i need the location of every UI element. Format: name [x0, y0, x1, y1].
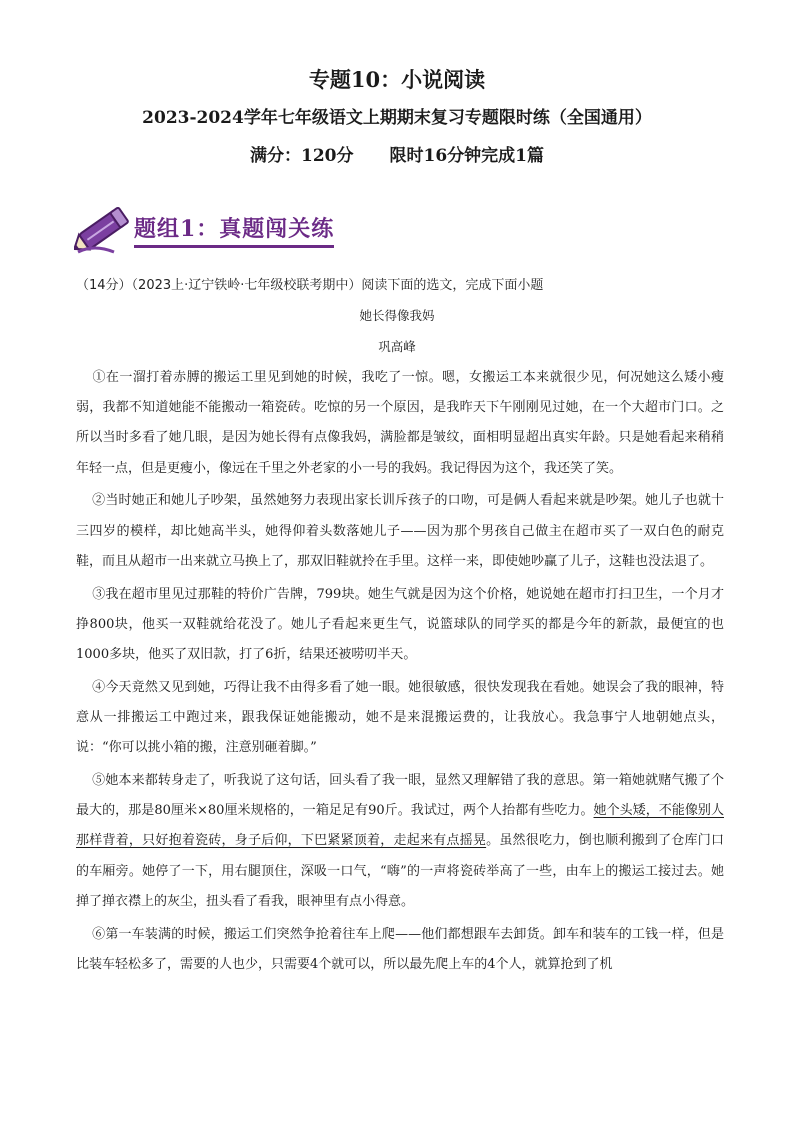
- group-label: 题组1：真题闯关练: [134, 212, 334, 248]
- pencil-icon: [74, 198, 138, 258]
- paragraph-5: ⑤她本来都转身走了，听我说了这句话，回头看了我一眼，显然又理解错了我的意思。第一箱她就赌气搬了个最大的，那是80厘米×80厘米规格的，一箱足足有90斤。我试过，两个人抬都有些吃力。她个头矮，不能像别人那样背着，只好抱着瓷砖，身子后仰，下巴紧紧顶着，走起来有点摇晃。虽然很吃力，倒也顺利搬到了仓库门口的车厢旁。她停了一下，用右腿顶住，深吸一口气，“嗨”的一声将瓷砖举高了一些，由车上的搬运工接过去。她掸了掸衣襟上的灰尘，扭头看了看我，眼神里有点小得意。: [76, 773, 724, 909]
- paragraph-3: ③我在超市里见过那鞋的特价广告牌，799块。她生气就是因为这个价格，她说她在超市打扫卫生，一个月才挣800块，他买一双鞋就给花没了。她儿子看起来更生气，说篮球队的同学买的都是今年的新款，最便宜的也1000多块，他买了双旧款，打了6折，结果还被唠叨半天。: [76, 586, 724, 663]
- document-header: [0, 62, 794, 174]
- story-title: 她长得像我妈: [359, 308, 435, 323]
- time-limit: 限时16分钟完成1篇: [389, 146, 544, 166]
- question-intro: （14分）（2023上·辽宁铁岭·七年级校联考期中）阅读下面的选文，完成下面小题: [76, 278, 544, 293]
- story-body: [76, 363, 724, 983]
- story-author: 巩高峰: [378, 339, 416, 354]
- score-line: [0, 138, 794, 174]
- paragraph-6: ⑥第一车装满的时候，搬运工们突然争抢着往车上爬——他们都想跟车去卸货。卸车和装车的工钱一样，但是比装车轻松多了，需要的人也少，只需要4个就可以，所以最先爬上车的4个人，就算抢到了机: [76, 926, 724, 972]
- document-subtitle: 2023-2024学年七年级语文上期期末复习专题限时练（全国通用）: [142, 108, 652, 128]
- full-score: 满分：120分: [250, 146, 354, 166]
- paragraph-2: ②当时她正和她儿子吵架，虽然她努力表现出家长训斥孩子的口吻，可是俩人看起来就是吵架。她儿子也就十三四岁的模样，却比她高半头，她得仰着头数落她儿子——因为那个男孩自己做主在超市买了一双白色的耐克鞋，而且从超市一出来就立马换上了，那双旧鞋就拎在手里。这样一来，即使她吵赢了儿子，这鞋也没法退了。: [76, 493, 724, 569]
- group-banner: [74, 198, 374, 258]
- paragraph-4: ④今天竟然又见到她，巧得让我不由得多看了她一眼。她很敏感，很快发现我在看她。她误会了我的眼神，特意从一排搬运工中跑过来，跟我保证她能搬动，她不是来混搬运费的，让我放心。我急事宁人地朝她点头，说：“你可以挑小箱的搬，注意别砸着脚。”: [76, 679, 724, 756]
- document-title: 专题10：小说阅读: [308, 67, 486, 92]
- underlined-sentence: 她个头矮，不能像别人那样背着，只好抱着瓷砖，身子后仰，下巴紧紧顶着，走起来有点摇晃: [76, 803, 724, 849]
- paragraph-1: ①在一溜打着赤膊的搬运工里见到她的时候，我吃了一惊。嗯，女搬运工本来就很少见，何况她这么矮小瘦弱，我都不知道她能不能搬动一箱瓷砖。吃惊的另一个原因，是我昨天下午刚刚见过她，在一个大超市门口。之所以当时多看了她几眼，是因为她长得有点像我妈，满脸都是皱纹，面相明显超出真实年龄。只是她看起来稍稍年轻一点，但是更瘦小，像远在千里之外老家的小一号的我妈。我记得因为这个，我还笑了笑。: [76, 370, 724, 476]
